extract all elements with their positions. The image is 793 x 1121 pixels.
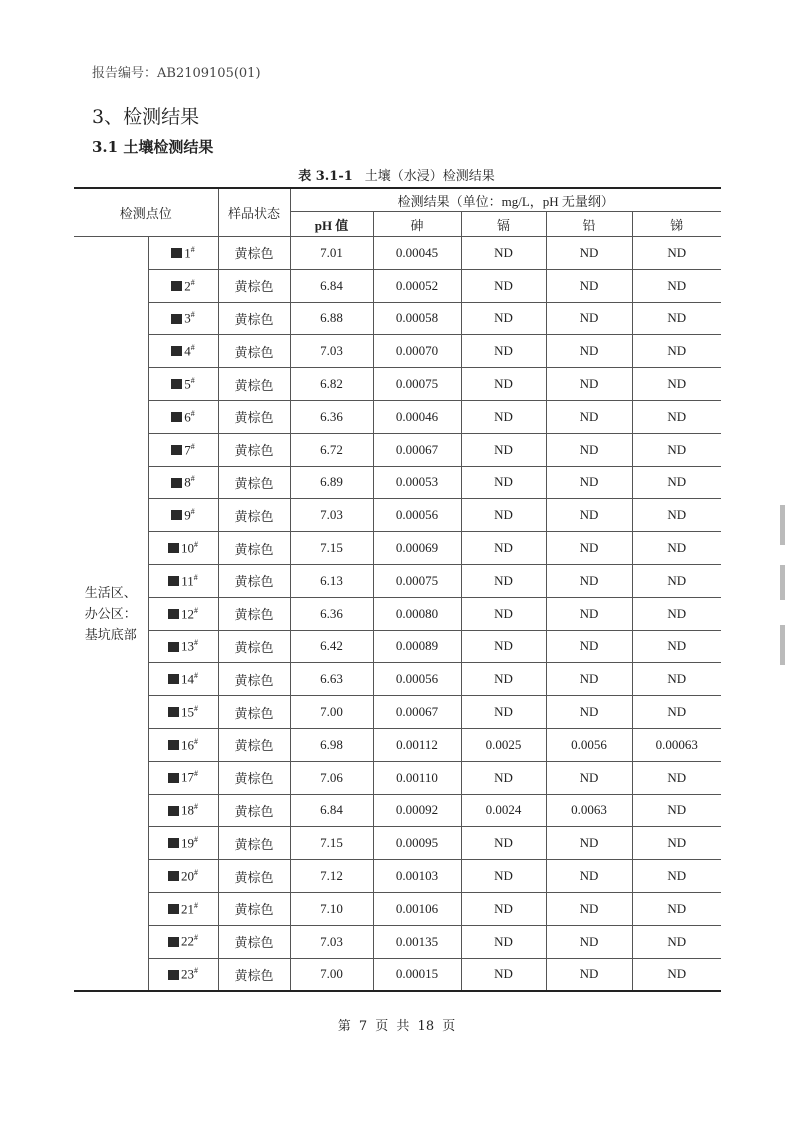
header-arsenic: 砷: [373, 212, 461, 237]
point-cell: [148, 532, 218, 565]
antimony-cell: ND: [632, 794, 721, 827]
arsenic-cell: 0.00067: [373, 433, 461, 466]
antimony-cell: ND: [632, 466, 721, 499]
point-number: 5: [184, 376, 191, 392]
point-cell: [148, 564, 218, 597]
scan-edge-mark: [780, 625, 785, 665]
lead-cell: ND: [546, 958, 632, 991]
antimony-cell: ND: [632, 597, 721, 630]
lead-cell: ND: [546, 827, 632, 860]
cadmium-cell: ND: [461, 368, 546, 401]
point-number: 10: [181, 540, 194, 556]
redacted-block: [171, 346, 182, 356]
ph-cell: 7.00: [290, 958, 373, 991]
redacted-block: [171, 510, 182, 520]
point-number: 4: [184, 343, 191, 359]
point-cell: [148, 696, 218, 729]
ph-cell: 7.03: [290, 925, 373, 958]
arsenic-cell: 0.00106: [373, 892, 461, 925]
point-number: 8: [184, 474, 191, 490]
ph-cell: 6.89: [290, 466, 373, 499]
lead-cell: ND: [546, 466, 632, 499]
point-number: 12: [181, 605, 194, 621]
table-row: [74, 597, 721, 630]
state-cell: 黄棕色: [218, 925, 290, 958]
lead-cell: ND: [546, 630, 632, 663]
redacted-block: [168, 609, 179, 619]
point-suffix: #: [193, 572, 198, 582]
point-cell: [148, 400, 218, 433]
lead-cell: 0.0063: [546, 794, 632, 827]
point-suffix: #: [194, 835, 198, 845]
state-cell: 黄棕色: [218, 794, 290, 827]
redacted-block: [171, 478, 182, 488]
ph-cell: 7.15: [290, 532, 373, 565]
cadmium-cell: ND: [461, 564, 546, 597]
state-cell: 黄棕色: [218, 335, 290, 368]
point-number: 22: [181, 933, 194, 949]
redacted-block: [171, 281, 182, 291]
state-cell: 黄棕色: [218, 860, 290, 893]
point-number: 21: [181, 901, 194, 916]
arsenic-cell: 0.00056: [373, 499, 461, 532]
lead-cell: ND: [546, 860, 632, 893]
state-cell: 黄棕色: [218, 433, 290, 466]
cadmium-cell: ND: [461, 466, 546, 499]
point-number: 20: [181, 868, 194, 884]
lead-cell: ND: [546, 237, 632, 270]
point-cell: [148, 827, 218, 860]
table-row: [74, 958, 721, 991]
cadmium-cell: ND: [461, 335, 546, 368]
state-cell: 黄棕色: [218, 499, 290, 532]
antimony-cell: ND: [632, 892, 721, 925]
ph-cell: 6.72: [290, 433, 373, 466]
subsection-title: 3.1 土壤检测结果: [92, 138, 214, 156]
point-cell: [148, 958, 218, 991]
point-suffix: #: [190, 310, 195, 320]
point-suffix: #: [194, 802, 198, 812]
point-suffix: #: [190, 441, 195, 451]
point-number: 1: [184, 245, 191, 261]
lead-cell: ND: [546, 433, 632, 466]
point-number: 6: [184, 409, 191, 425]
lead-cell: ND: [546, 696, 632, 729]
point-cell: [148, 237, 218, 270]
state-cell: 黄棕色: [218, 958, 290, 991]
antimony-cell: ND: [632, 630, 721, 663]
point-suffix: #: [194, 900, 198, 910]
state-cell: 黄棕色: [218, 532, 290, 565]
table-row: [74, 794, 721, 827]
lead-cell: ND: [546, 663, 632, 696]
state-cell: 黄棕色: [218, 564, 290, 597]
state-cell: 黄棕色: [218, 892, 290, 925]
point-suffix: #: [190, 343, 195, 353]
point-number: 19: [181, 835, 194, 851]
antimony-cell: ND: [632, 827, 721, 860]
arsenic-cell: 0.00015: [373, 958, 461, 991]
ph-cell: 6.84: [290, 269, 373, 302]
page-footer: 第 7 页 共 18 页: [337, 1019, 456, 1034]
point-suffix: #: [190, 507, 195, 517]
antimony-cell: ND: [632, 335, 721, 368]
point-number: 9: [184, 507, 191, 523]
ph-cell: 7.03: [290, 335, 373, 368]
redacted-block: [168, 773, 179, 783]
point-number: 11: [181, 573, 194, 589]
header-state: 样品状态: [218, 188, 290, 237]
ph-cell: 6.88: [290, 302, 373, 335]
point-cell: [148, 302, 218, 335]
arsenic-cell: 0.00103: [373, 860, 461, 893]
scan-edge-mark: [780, 565, 785, 600]
arsenic-cell: 0.00052: [373, 269, 461, 302]
point-suffix: #: [194, 736, 198, 746]
antimony-cell: ND: [632, 302, 721, 335]
ph-cell: 7.10: [290, 892, 373, 925]
point-suffix: #: [194, 769, 198, 779]
report-number: 报告编号：AB2109105(01): [92, 66, 261, 81]
cadmium-cell: ND: [461, 269, 546, 302]
header-ph: pH 值: [290, 212, 373, 237]
lead-cell: ND: [546, 368, 632, 401]
antimony-cell: ND: [632, 400, 721, 433]
point-suffix: #: [194, 933, 198, 943]
arsenic-cell: 0.00070: [373, 335, 461, 368]
table-row: [74, 925, 721, 958]
table-row: [74, 466, 721, 499]
cadmium-cell: ND: [461, 532, 546, 565]
point-suffix: #: [190, 474, 195, 484]
redacted-block: [168, 740, 179, 750]
arsenic-cell: 0.00075: [373, 564, 461, 597]
state-cell: 黄棕色: [218, 466, 290, 499]
point-cell: [148, 860, 218, 893]
cadmium-cell: ND: [461, 597, 546, 630]
redacted-block: [171, 248, 182, 258]
table-row: [74, 696, 721, 729]
point-cell: [148, 269, 218, 302]
antimony-cell: ND: [632, 269, 721, 302]
ph-cell: 6.63: [290, 663, 373, 696]
ph-cell: 6.84: [290, 794, 373, 827]
cadmium-cell: ND: [461, 860, 546, 893]
header-antimony: 锑: [632, 212, 721, 237]
point-cell: [148, 335, 218, 368]
ph-cell: 6.42: [290, 630, 373, 663]
cadmium-cell: ND: [461, 827, 546, 860]
lead-cell: ND: [546, 499, 632, 532]
state-cell: 黄棕色: [218, 696, 290, 729]
point-number: 18: [181, 802, 194, 818]
lead-cell: ND: [546, 269, 632, 302]
redacted-block: [171, 412, 182, 422]
ph-cell: 7.15: [290, 827, 373, 860]
antimony-cell: ND: [632, 499, 721, 532]
point-number: 17: [181, 769, 194, 785]
group-label-line: 基坑底部: [84, 627, 137, 643]
point-suffix: #: [194, 966, 198, 976]
antimony-cell: ND: [632, 958, 721, 991]
point-cell: [148, 368, 218, 401]
arsenic-cell: 0.00075: [373, 368, 461, 401]
lead-cell: ND: [546, 564, 632, 597]
table-title: 土壤（水浸）检测结果: [364, 169, 495, 184]
antimony-cell: 0.00063: [632, 728, 721, 761]
state-cell: 黄棕色: [218, 269, 290, 302]
point-cell: [148, 499, 218, 532]
table-row: [74, 564, 721, 597]
table-row: [74, 532, 721, 565]
cadmium-cell: 0.0025: [461, 728, 546, 761]
point-suffix: #: [194, 605, 198, 615]
redacted-block: [168, 970, 179, 980]
cadmium-cell: ND: [461, 761, 546, 794]
ph-cell: 6.82: [290, 368, 373, 401]
point-number: 13: [181, 638, 194, 654]
point-cell: [148, 433, 218, 466]
soil-results-table: [74, 187, 721, 992]
point-number: 16: [181, 737, 194, 753]
table-row: [74, 663, 721, 696]
arsenic-cell: 0.00095: [373, 827, 461, 860]
lead-cell: ND: [546, 335, 632, 368]
cadmium-cell: ND: [461, 499, 546, 532]
cadmium-cell: ND: [461, 237, 546, 270]
table-row: [74, 400, 721, 433]
table-row: [74, 433, 721, 466]
lead-cell: ND: [546, 925, 632, 958]
point-number: 15: [181, 704, 194, 720]
arsenic-cell: 0.00058: [373, 302, 461, 335]
point-number: 7: [184, 441, 191, 457]
cadmium-cell: ND: [461, 892, 546, 925]
antimony-cell: ND: [632, 368, 721, 401]
redacted-block: [168, 871, 179, 881]
table-row: [74, 860, 721, 893]
arsenic-cell: 0.00053: [373, 466, 461, 499]
state-cell: 黄棕色: [218, 597, 290, 630]
point-suffix: #: [194, 867, 198, 877]
table-row: [74, 761, 721, 794]
state-cell: 黄棕色: [218, 630, 290, 663]
ph-cell: 6.13: [290, 564, 373, 597]
group-label-line: 生活区、: [84, 585, 137, 601]
table-row: [74, 368, 721, 401]
cadmium-cell: ND: [461, 958, 546, 991]
state-cell: 黄棕色: [218, 400, 290, 433]
state-cell: 黄棕色: [218, 368, 290, 401]
cadmium-cell: ND: [461, 302, 546, 335]
lead-cell: ND: [546, 532, 632, 565]
antimony-cell: ND: [632, 696, 721, 729]
redacted-block: [168, 904, 179, 914]
lead-cell: ND: [546, 892, 632, 925]
cadmium-cell: ND: [461, 400, 546, 433]
point-cell: [148, 761, 218, 794]
state-cell: 黄棕色: [218, 827, 290, 860]
redacted-block: [168, 576, 179, 586]
arsenic-cell: 0.00056: [373, 663, 461, 696]
arsenic-cell: 0.00045: [373, 237, 461, 270]
cadmium-cell: ND: [461, 630, 546, 663]
header-cadmium: 镉: [461, 212, 546, 237]
point-suffix: #: [190, 375, 195, 385]
table-number: 表 3.1-1: [298, 169, 353, 184]
redacted-block: [168, 674, 179, 684]
antimony-cell: ND: [632, 433, 721, 466]
section-title: 3、检测结果: [92, 106, 200, 128]
lead-cell: 0.0056: [546, 728, 632, 761]
state-cell: 黄棕色: [218, 663, 290, 696]
cadmium-cell: ND: [461, 925, 546, 958]
ph-cell: 6.36: [290, 400, 373, 433]
point-cell: [148, 630, 218, 663]
antimony-cell: ND: [632, 860, 721, 893]
state-cell: 黄棕色: [218, 761, 290, 794]
point-number: 3: [184, 310, 191, 326]
cadmium-cell: ND: [461, 433, 546, 466]
group-label: [74, 237, 148, 992]
cadmium-cell: 0.0024: [461, 794, 546, 827]
ph-cell: 7.00: [290, 696, 373, 729]
group-label-line: 办公区：: [84, 606, 137, 622]
ph-cell: 7.01: [290, 237, 373, 270]
point-suffix: #: [194, 671, 198, 681]
state-cell: 黄棕色: [218, 237, 290, 270]
antimony-cell: ND: [632, 925, 721, 958]
table-row: [74, 335, 721, 368]
point-suffix: #: [194, 703, 198, 713]
header-point: 检测点位: [74, 188, 218, 237]
arsenic-cell: 0.00135: [373, 925, 461, 958]
ph-cell: 6.98: [290, 728, 373, 761]
cadmium-cell: ND: [461, 663, 546, 696]
redacted-block: [171, 445, 182, 455]
point-suffix: #: [190, 277, 195, 287]
table-row: [74, 499, 721, 532]
redacted-block: [168, 707, 179, 717]
arsenic-cell: 0.00092: [373, 794, 461, 827]
point-cell: [148, 925, 218, 958]
arsenic-cell: 0.00069: [373, 532, 461, 565]
redacted-block: [168, 642, 179, 652]
antimony-cell: ND: [632, 532, 721, 565]
arsenic-cell: 0.00112: [373, 728, 461, 761]
ph-cell: 7.12: [290, 860, 373, 893]
table-row: [74, 630, 721, 663]
ph-cell: 7.06: [290, 761, 373, 794]
table-row: [74, 302, 721, 335]
point-number: 23: [181, 966, 194, 982]
ph-cell: 7.03: [290, 499, 373, 532]
antimony-cell: ND: [632, 663, 721, 696]
scan-edge-mark: [780, 505, 785, 545]
redacted-block: [168, 937, 179, 947]
point-cell: [148, 794, 218, 827]
lead-cell: ND: [546, 761, 632, 794]
table-row: [74, 728, 721, 761]
point-number: 14: [181, 671, 194, 687]
lead-cell: ND: [546, 302, 632, 335]
point-cell: [148, 597, 218, 630]
cadmium-cell: ND: [461, 696, 546, 729]
point-cell: [148, 663, 218, 696]
point-cell: [148, 466, 218, 499]
header-results-group: 检测结果（单位：mg/L，pH 无量纲）: [290, 188, 721, 212]
point-suffix: #: [194, 539, 198, 549]
arsenic-cell: 0.00089: [373, 630, 461, 663]
redacted-block: [171, 379, 182, 389]
arsenic-cell: 0.00046: [373, 400, 461, 433]
table-caption: [0, 165, 793, 184]
arsenic-cell: 0.00067: [373, 696, 461, 729]
point-suffix: #: [190, 408, 195, 418]
redacted-block: [168, 806, 179, 816]
redacted-block: [168, 543, 179, 553]
state-cell: 黄棕色: [218, 728, 290, 761]
table-row: [74, 892, 721, 925]
point-suffix: #: [194, 638, 198, 648]
table-row: [74, 827, 721, 860]
lead-cell: ND: [546, 597, 632, 630]
redacted-block: [168, 838, 179, 848]
arsenic-cell: 0.00110: [373, 761, 461, 794]
antimony-cell: ND: [632, 237, 721, 270]
antimony-cell: ND: [632, 564, 721, 597]
state-cell: 黄棕色: [218, 302, 290, 335]
point-cell: [148, 892, 218, 925]
lead-cell: ND: [546, 400, 632, 433]
table-row: [74, 269, 721, 302]
ph-cell: 6.36: [290, 597, 373, 630]
point-cell: [148, 728, 218, 761]
point-suffix: #: [190, 244, 195, 254]
table-row: [74, 237, 721, 270]
point-number: 2: [184, 277, 191, 293]
header-lead: 铅: [546, 212, 632, 237]
antimony-cell: ND: [632, 761, 721, 794]
arsenic-cell: 0.00080: [373, 597, 461, 630]
redacted-block: [171, 314, 182, 324]
